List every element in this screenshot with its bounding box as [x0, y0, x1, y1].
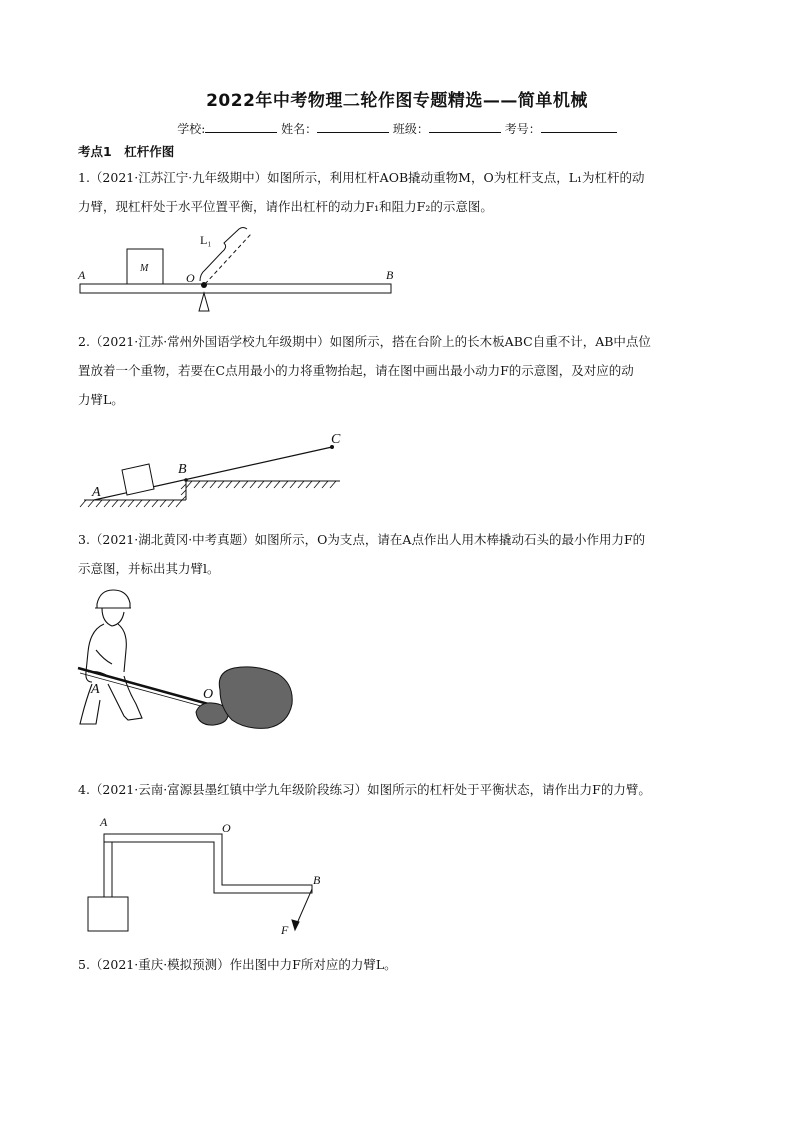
- bent-lever-outer: [104, 834, 312, 897]
- label-b: B: [386, 268, 394, 282]
- question-text: 2.（2021·江苏·常州外国语学校九年级期中）如图所示，搭在台阶上的长木板ABC自重不计，AB中点位: [78, 334, 651, 349]
- label-a: A: [100, 815, 108, 829]
- page-title: 2022年中考物理二轮作图专题精选——简单机械: [206, 91, 588, 111]
- question-5: [78, 950, 728, 979]
- label-o: O: [222, 821, 231, 835]
- number-label: 考号：: [504, 122, 541, 136]
- question-text: 3.（2021·湖北黄冈·中考真题）如图所示，O为支点，请在A点作出人用木棒撬动石头的最小作用力F的: [78, 532, 646, 547]
- name-label: 姓名：: [281, 122, 318, 136]
- force-f-arrowhead: [292, 920, 299, 930]
- label-a: A: [92, 485, 101, 500]
- label-l1: L₁: [200, 233, 212, 247]
- label-c: C: [331, 432, 341, 447]
- question-text: 置放着一个重物，若要在C点用最小的力将重物抬起，请在图中画出最小动力F的示意图，及对应的动: [78, 363, 634, 378]
- label-b: B: [178, 462, 187, 477]
- question-text: 力臂L。: [78, 392, 124, 407]
- question-text: 示意图，并标出其力臂l。: [78, 561, 220, 576]
- hanging-block: [88, 897, 128, 931]
- school-label: 学校:: [177, 122, 206, 136]
- label-a: A: [91, 682, 100, 697]
- label-f: F: [281, 923, 289, 937]
- label-o: O: [203, 687, 214, 702]
- section-heading: 考点1 杠杆作图: [78, 144, 175, 159]
- label-a: A: [78, 268, 86, 282]
- label-o: O: [186, 271, 195, 285]
- question-text: 5.（2021·重庆·模拟预测）作出图中力F所对应的力臂L。: [78, 957, 397, 972]
- question-text: 4.（2021·云南·富源县墨红镇中学九年级阶段练习）如图所示的杠杆处于平衡状态，请作出力F的力臂。: [78, 782, 651, 797]
- class-label: 班级：: [392, 122, 429, 136]
- question-text: 力臂，现杠杆处于水平位置平衡，请作出杠杆的动力F₁和阻力F₂的示意图。: [78, 199, 493, 214]
- label-b: B: [313, 873, 321, 887]
- label-m: M: [140, 263, 149, 274]
- question-text: 1.（2021·江苏江宁·九年级期中）如图所示，利用杠杆AOB撬动重物M，O为杠杆支点，L₁为杠杆的动: [78, 170, 645, 185]
